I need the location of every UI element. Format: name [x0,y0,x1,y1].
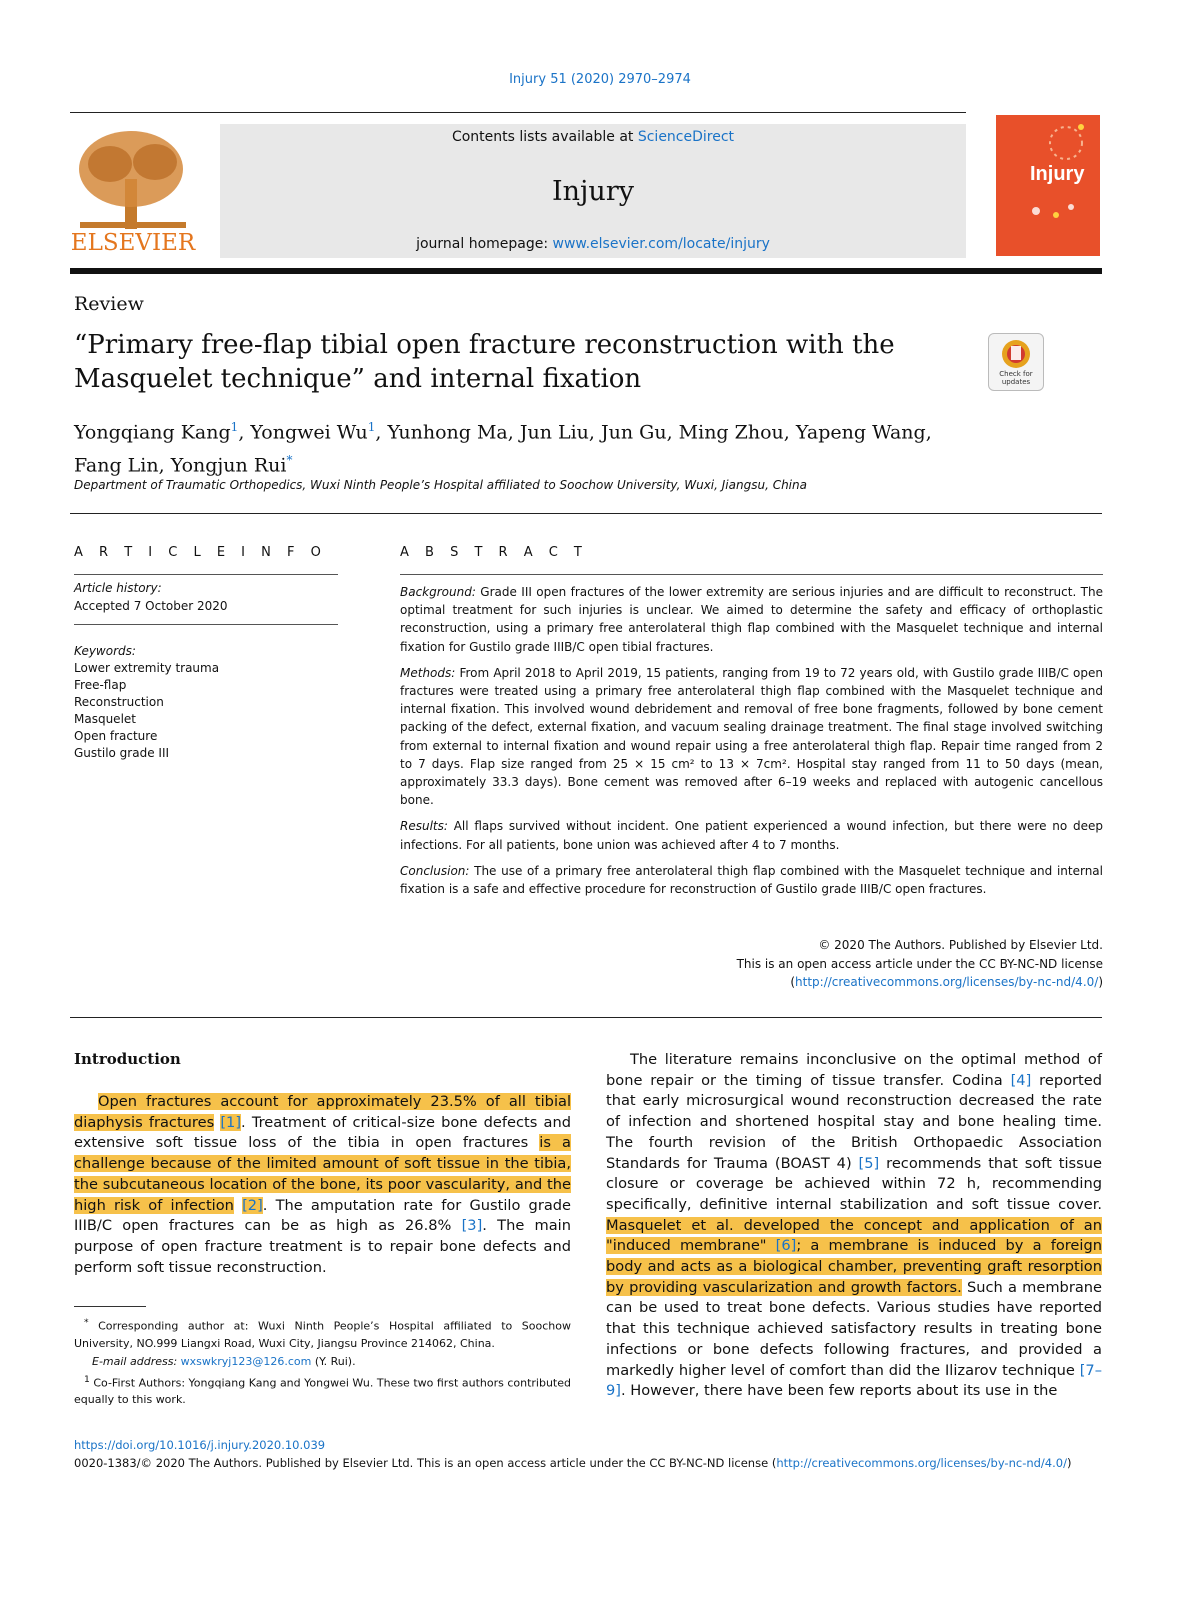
license-paren-open: ( [790,975,796,989]
email-link[interactable]: wxswkryj123@126.com [180,1354,312,1368]
author-name[interactable]: Yongjun Rui [170,454,287,477]
publisher-wordmark: ELSEVIER [70,230,196,256]
running-header[interactable]: Injury 51 (2020) 2970–2974 [509,72,691,87]
introduction-right-column [606,1050,1102,1402]
license-line-2: This is an open access article under the CC BY-NC-ND license [736,956,1103,971]
license-paren-close: ) [1098,975,1103,989]
body-text-segment: Open fractures account for approximately 23.5% of all tibial diaphysis fractures [74,1093,571,1131]
author-list [74,413,954,480]
author-name[interactable]: Yunhong Ma [387,421,508,444]
elsevier-logo [70,124,196,258]
footnote-one: 1 [84,1373,90,1385]
article-info-rule [74,574,338,575]
abstract-paragraph [400,664,1103,810]
body-text-segment: The literature remains inconclusive on the optimal method of bone repair or the timing of tissue transfer. Codina [606,1051,1102,1089]
author-affiliation-mark[interactable]: 1 [367,420,376,434]
abstract-text: From April 2018 to April 2019, 15 patients, ranging from 19 to 72 years old, with Gustilo grade IIIB/C open fractures were treated using a primary free anterolateral thigh flap combined with the Masquelet technique and internal fixation. This involved wound debridement and removal of free bone fragments, followed by bone cement packing of the defect, external fixation, and vacuum sealing drainage treatment. The final stage involved switching from external to internal fixation and wound repair using a free anterolateral thigh flap. Repair time ranged from 2 to 7 days. Flap size ranged from 25 × 15 cm² to 13 × 7cm². Hospital stay ranged from 11 to 50 days (mean, approximately 33.3 days). Bone cement was removed after 6–19 weeks and replaced with autogenic cancellous bone. [400,665,1103,808]
license-line-1: © 2020 The Authors. Published by Elsevier Ltd. [818,938,1103,952]
article-type: Review [74,293,144,315]
abstract-label: Methods: [400,665,460,680]
keywords-rule [74,624,338,625]
cofirst-footnote [74,1371,571,1409]
footnote-rule [74,1306,146,1307]
abstract-heading: A B S T R A C T [400,545,588,560]
keyword-item: Open fracture [74,729,158,743]
body-text-segment: Such a membrane can be used to treat bone defects. Various studies have reported that this technique achieved satisfactory results in treating bone infections or bone defects following fractures, and provided a markedly higher level of comfort than did the Ilizarov technique [606,1278,1102,1379]
article-info-heading: A R T I C L E I N F O [74,545,327,560]
abstract-text: The use of a primary free anterolateral thigh flap combined with the Masquelet technique and internal fixation is a safe and effective procedure for reconstruction of Gustilo grade IIIB/C open fractures. [400,863,1103,897]
keyword-item: Free-flap [74,678,127,692]
homepage-link[interactable]: www.elsevier.com/locate/injury [552,236,770,252]
accepted-date: Accepted 7 October 2020 [74,599,228,613]
abstract-label: Conclusion: [400,863,475,878]
keyword-item: Lower extremity trauma [74,661,220,675]
body-text-segment: recommends that soft tissue closure or coverage be achieved within 72 h, recommending specifically, definitive internal stabilization and soft tissue cover. [606,1154,1102,1213]
email-suffix: (Y. Rui). [311,1354,356,1368]
sciencedirect-link[interactable]: ScienceDirect [637,129,735,145]
author-name[interactable]: Jun Liu [519,421,589,444]
affiliation-rule [70,513,1102,514]
license-link[interactable]: http://creativecommons.org/licenses/by-nc-nd/4.0/ [795,975,1099,989]
body-text-segment: is a challenge because of the limited amount of soft tissue in the tibia, the subcutaneous location of the bone, its poor vascularity, and the high risk of infection [74,1134,572,1214]
homepage-line [220,236,966,252]
license-line-3 [600,973,1103,992]
affiliation: Department of Traumatic Orthopedics, Wuxi Ninth People’s Hospital affiliated to Soochow University, Wuxi, Jiangsu, China [74,478,807,492]
article-title: “Primary free-flap tibial open fracture reconstruction with the Masquelet technique” and internal fixation [74,330,895,394]
issn-line [74,1455,1104,1472]
doi-link[interactable]: https://doi.org/10.1016/j.injury.2020.10.039 [74,1438,326,1452]
citation-link[interactable]: [3] [461,1217,483,1235]
corresponding-footnote [74,1314,571,1352]
email-label: E-mail address: [92,1354,181,1368]
issn-close: ) [1066,1456,1072,1470]
author-separator: , [158,454,171,477]
bookmark-icon [989,334,1043,374]
keyword-item: Reconstruction [74,695,164,709]
author-affiliation-mark[interactable]: * [286,453,293,468]
author-separator: , [666,421,679,444]
citation-link[interactable]: [7–9] [606,1361,1102,1400]
keywords-label: Keywords: [74,644,136,658]
license-block [600,936,1103,992]
author-separator: , [507,421,520,444]
author-separator: , [925,421,932,444]
body-rule [70,1017,1102,1018]
abstract-label: Results: [400,819,454,834]
journal-banner [220,124,966,258]
body-text-segment: . The amputation rate for Gustilo grade IIIB/C open fractures can be as high as 26.8% [74,1196,571,1235]
homepage-prefix: journal homepage: [416,236,553,252]
cover-title: Injury [1030,163,1085,185]
keyword-item: Masquelet [74,712,136,726]
cofirst-text: Co-First Authors: Yongqiang Kang and Yongwei Wu. These two first authors contributed equally to this work. [74,1376,571,1407]
citation-link[interactable]: [2] [242,1196,263,1214]
author-separator: , [783,421,796,444]
author-name[interactable]: Fang Lin [74,454,159,477]
issn-license-link[interactable]: http://creativecommons.org/licenses/by-nc-nd/4.0/ [776,1456,1067,1470]
issn-text: 0020-1383/© 2020 The Authors. Published by Elsevier Ltd. This is an open access article under the CC BY-NC-ND license ( [74,1456,777,1470]
abstract-paragraph [400,817,1103,853]
keyword-item: Gustilo grade III [74,746,170,760]
check-for-updates-badge[interactable] [988,333,1044,391]
author-separator: , [588,421,602,444]
corresponding-text: Corresponding author at: Wuxi Ninth People’s Hospital affiliated to Soochow University, NO.999 Liangxi Road, Wuxi City, Jiangsu Province 214062, China. [74,1319,571,1350]
author-name[interactable]: Yongwei Wu [250,421,368,444]
citation-link[interactable]: [5] [858,1154,880,1172]
keywords-list [74,660,219,762]
journal-name: Injury [552,176,634,207]
body-text-segment: reported that early microsurgical wound reconstruction decreased the rate of infection and shortened hospital stay and bone healing time. The fourth revision of the British Orthopaedic Association Standards for Trauma (BOAST 4) [606,1071,1102,1172]
citation-link[interactable]: [1] [220,1113,242,1131]
abstract-label: Background: [400,585,481,599]
author-separator: , [238,421,251,444]
body-text-segment: . The main purpose of open fracture treatment is to repair bone defects and perform soft tissue reconstruction. [74,1217,571,1276]
author-separator: , [375,421,388,444]
introduction-left-column [74,1092,571,1278]
contents-line [220,129,966,145]
body-text-segment: ; a membrane is induced by a foreign body and acts as a biological chamber, preventing graft resorption by providing vascularization and growth factors. [606,1237,1102,1296]
body-text-segment: . Treatment of critical-size bone defects and extensive soft tissue loss of the tibia in open fractures [74,1113,571,1152]
footnote-star: * [84,1317,89,1328]
email-footnote [74,1353,571,1370]
introduction-heading: Introduction [74,1050,181,1068]
abstract-text: Grade III open fractures of the lower extremity are serious injuries and are difficult to reconstruct. The optimal treatment for such injuries is unclear. We aimed to determine the safety and efficacy of orthoplastic reconstruction, using a primary free anterolateral thigh flap combined with the Masquelet technique and internal fixation for Gustilo grade IIIB/C open tibial fractures. [400,585,1103,654]
badge-label: Check for updates [999,370,1033,386]
body-text-segment: Masquelet et al. developed the concept and application of an "induced membrane" [606,1216,1102,1255]
history-label: Article history: [74,581,162,595]
body-text-segment: . However, there have been few reports about its use in the [620,1382,1058,1400]
author-name[interactable]: Yongqiang Kang [74,421,231,444]
author-affiliation-mark[interactable]: 1 [230,420,239,434]
abstract-text: All flaps survived without incident. One patient experienced a wound infection, but there were no deep infections. For all patients, bone union was achieved after 4 to 7 months. [400,819,1103,852]
abstract-rule [400,574,1103,575]
header-thick-rule [70,268,1102,274]
footnotes [74,1314,571,1408]
citation-link[interactable]: [6] [775,1237,797,1255]
contents-prefix: Contents lists available at [451,129,638,145]
author-name[interactable]: Yapeng Wang [795,421,926,444]
abstract-body [400,583,1103,906]
abstract-paragraph [400,583,1103,656]
body-text-segment [234,1197,242,1214]
citation-link[interactable]: [4] [1010,1071,1032,1089]
abstract-paragraph [400,862,1103,898]
author-name[interactable]: Ming Zhou [678,421,784,444]
journal-cover [996,115,1100,256]
author-name[interactable]: Jun Gu [601,421,667,444]
top-rule [70,112,966,113]
